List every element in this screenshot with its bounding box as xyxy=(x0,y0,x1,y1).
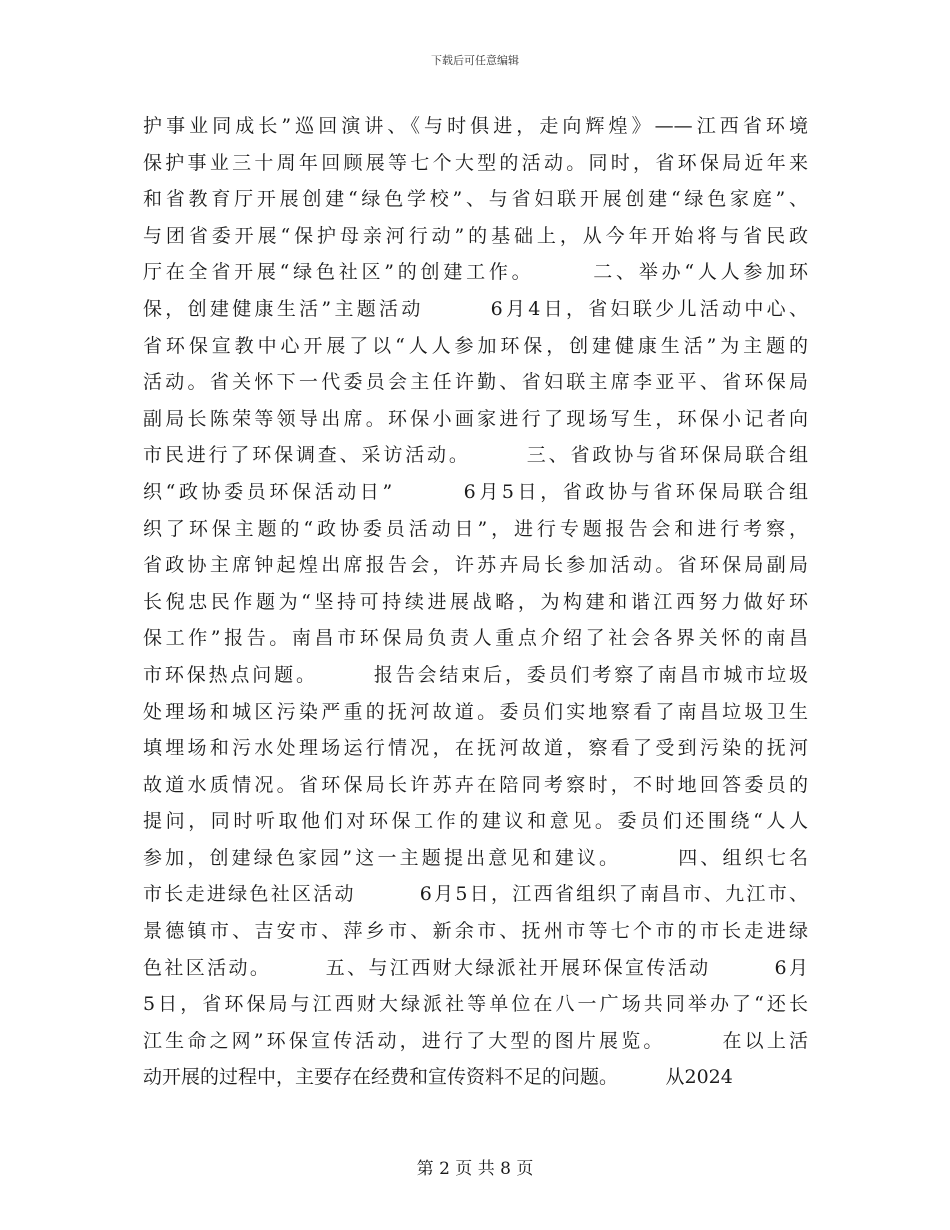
text-line: 提问，同时听取他们对环保工作的建议和意见。委员们还围绕“人人 xyxy=(143,810,808,833)
document-body xyxy=(143,108,808,1096)
text-line: 市环保热点问题。 报告会结束后，委员们考察了南昌市城市垃圾 xyxy=(143,663,808,686)
text-line: 保，创建健康生活”主题活动 6月4日，省妇联少儿活动中心、 xyxy=(143,297,808,320)
text-line: 填埋场和污水处理场运行情况，在抚河故道，察看了受到污染的抚河 xyxy=(143,737,808,760)
text-line: 长倪忠民作题为“坚持可持续进展战略，为构建和谐江西努力做好环 xyxy=(143,590,808,613)
text-line: 处理场和城区污染严重的抚河故道。委员们实地察看了南昌垃圾卫生 xyxy=(143,700,808,723)
text-line: 织“政协委员环保活动日” 6月5日，省政协与省环保局联合组 xyxy=(143,480,808,503)
text-line: 江生命之网”环保宣传活动，进行了大型的图片展览。 在以上活 xyxy=(143,1029,808,1052)
text-line: 省环保宣教中心开展了以“人人参加环保，创建健康生活”为主题的 xyxy=(143,334,808,357)
text-line: 副局长陈荣等领导出席。环保小画家进行了现场写生，环保小记者向 xyxy=(143,407,808,430)
text-line: 省政协主席钟起煌出席报告会，许苏卉局长参加活动。省环保局副局 xyxy=(143,554,808,577)
text-line: 厅在全省开展“绿色社区”的创建工作。 二、举办“人人参加环 xyxy=(143,261,808,284)
text-line: 织了环保主题的“政协委员活动日”，进行专题报告会和进行考察， xyxy=(143,517,808,540)
text-line: 护事业同成长”巡回演讲、《与时俱进，走向辉煌》——江西省环境 xyxy=(143,115,808,137)
text-line: 市长走进绿色社区活动 6月5日，江西省组织了南昌市、九江市、 xyxy=(143,883,808,906)
text-line: 和省教育厅开展创建“绿色学校”、与省妇联开展创建“绿色家庭”、 xyxy=(143,188,808,211)
page-number: 第 2 页 共 8 页 xyxy=(416,1159,534,1179)
text-line: 保护事业三十周年回顾展等七个大型的活动。同时，省环保局近年来 xyxy=(143,151,808,174)
text-line: 参加，创建绿色家园”这一主题提出意见和建议。 四、组织七名 xyxy=(143,846,808,869)
page-header: 下载后可任意编辑 xyxy=(431,54,519,67)
text-line: 5日，省环保局与江西财大绿派社等单位在八一广场共同举办了“还长 xyxy=(143,993,808,1016)
text-line: 色社区活动。 五、与江西财大绿派社开展环保宣传活动 6月 xyxy=(143,956,808,979)
text-line: 与团省委开展“保护母亲河行动”的基础上，从今年开始将与省民政 xyxy=(143,224,808,247)
text-line: 景德镇市、吉安市、萍乡市、新余市、抚州市等七个市的市长走进绿 xyxy=(143,920,808,943)
text-line: 保工作”报告。南昌市环保局负责人重点介绍了社会各界关怀的南昌 xyxy=(143,627,808,650)
text-line: 动开展的过程中，主要存在经费和宣传资料不足的问题。 从2024 xyxy=(143,1066,733,1089)
text-line: 活动。省关怀下一代委员会主任许勤、省妇联主席李亚平、省环保局 xyxy=(143,371,808,394)
text-line: 市民进行了环保调查、采访活动。 三、省政协与省环保局联合组 xyxy=(143,444,808,467)
text-line: 故道水质情况。省环保局长许苏卉在陪同考察时，不时地回答委员的 xyxy=(143,773,808,796)
